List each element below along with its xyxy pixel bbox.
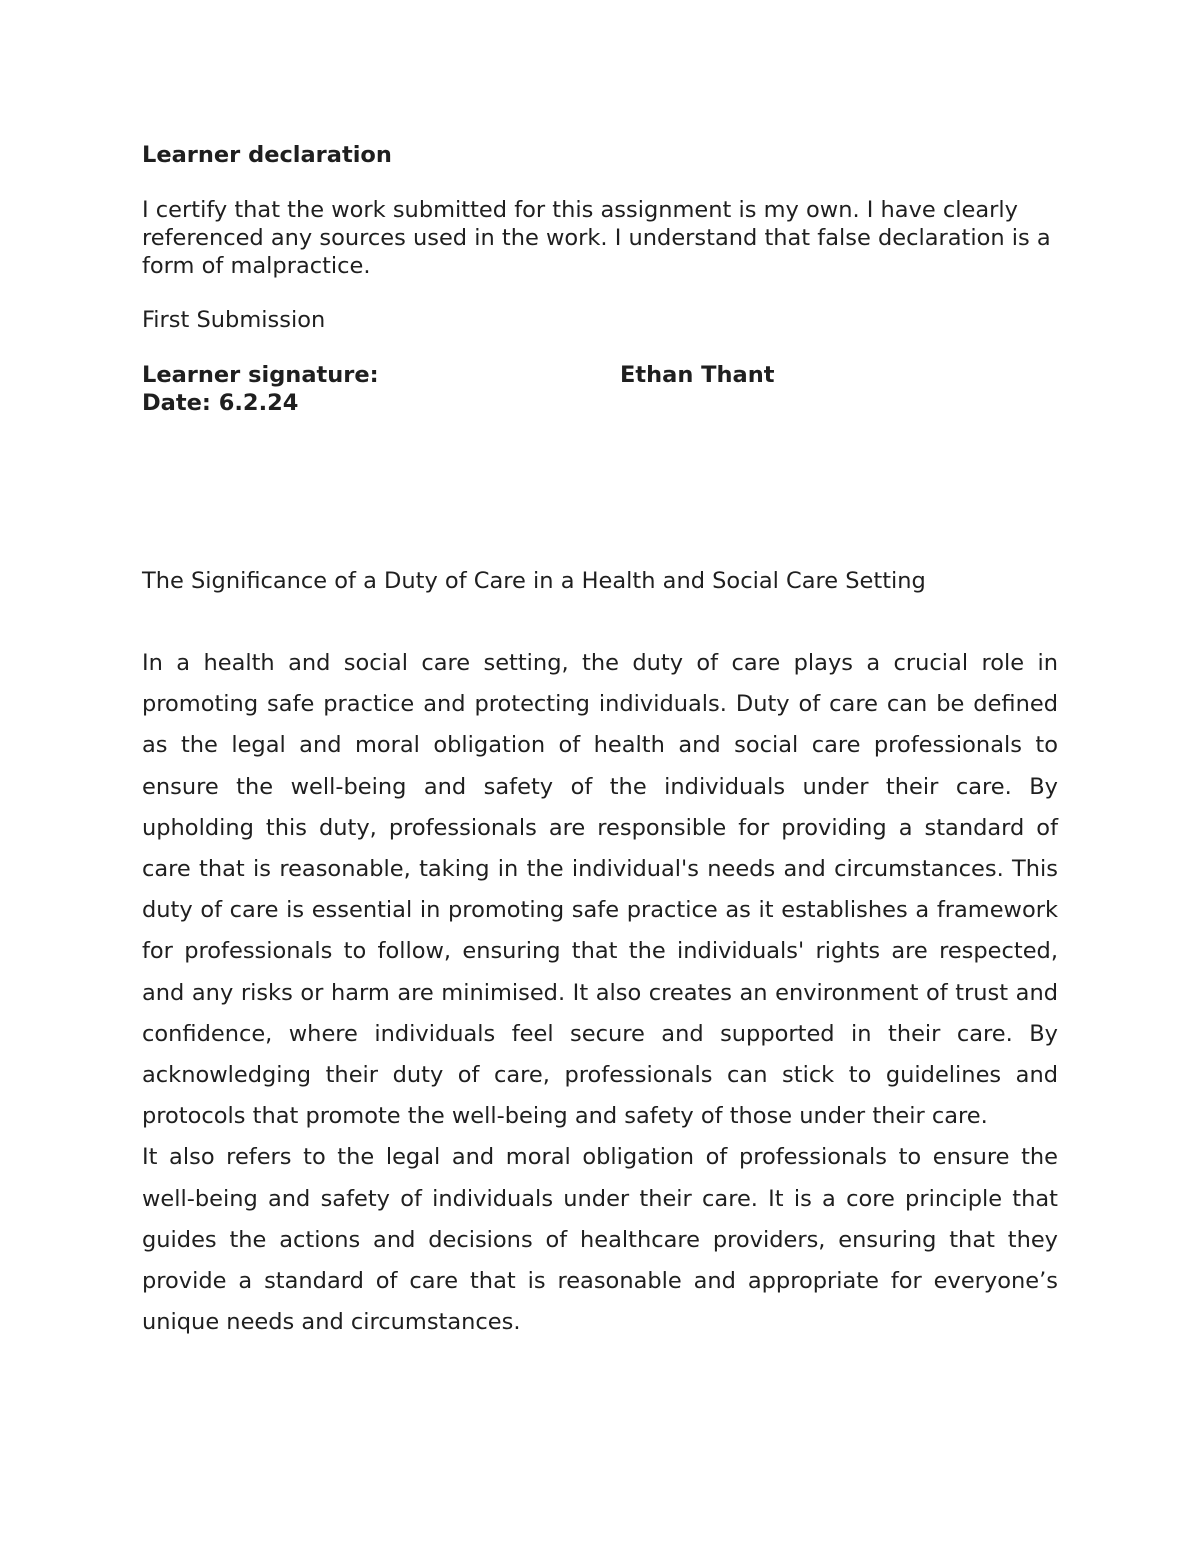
declaration-heading: Learner declaration <box>142 142 392 168</box>
declaration-date: Date: 6.2.24 <box>142 390 299 416</box>
essay-paragraph: It also refers to the legal and moral obligation of professionals to ensure the well-being and safety of individuals under their care. It is a core principle that guides the actions and decisions of healthcare providers, ensuring that they provide a standard of care that is reasonable and appropriate for everyone’s unique needs and circumstances. <box>142 1144 1058 1336</box>
declaration-text: I certify that the work submitted for this assignment is my own. I have clearly referenced any sources used in the work. I understand that false declaration is a form of malpractice. <box>142 197 1051 279</box>
submission-label: First Submission <box>142 307 326 333</box>
signature-label: Learner signature: <box>142 362 379 388</box>
signature-name: Ethan Thant <box>620 362 775 388</box>
essay-title: The Significance of a Duty of Care in a Health and Social Care Setting <box>142 568 926 594</box>
essay-body <box>142 643 1058 1343</box>
essay-paragraph: In a health and social care setting, the duty of care plays a crucial role in promoting safe practice and protecting individuals. Duty of care can be defined as the legal and moral obligation of health and social care professionals to ensure the well-being and safety of the individuals under their care. By upholding this duty, professionals are responsible for providing a standard of care that is reasonable, taking in the individual's needs and circumstances. This duty of care is essential in promoting safe practice as it establishes a framework for professionals to follow, ensuring that the individuals' rights are respected, and any risks or harm are minimised. It also creates an environment of trust and confidence, where individuals feel secure and supported in their care. By acknowledging their duty of care, professionals can stick to guidelines and protocols that promote the well-being and safety of those under their care. <box>142 650 1058 1130</box>
